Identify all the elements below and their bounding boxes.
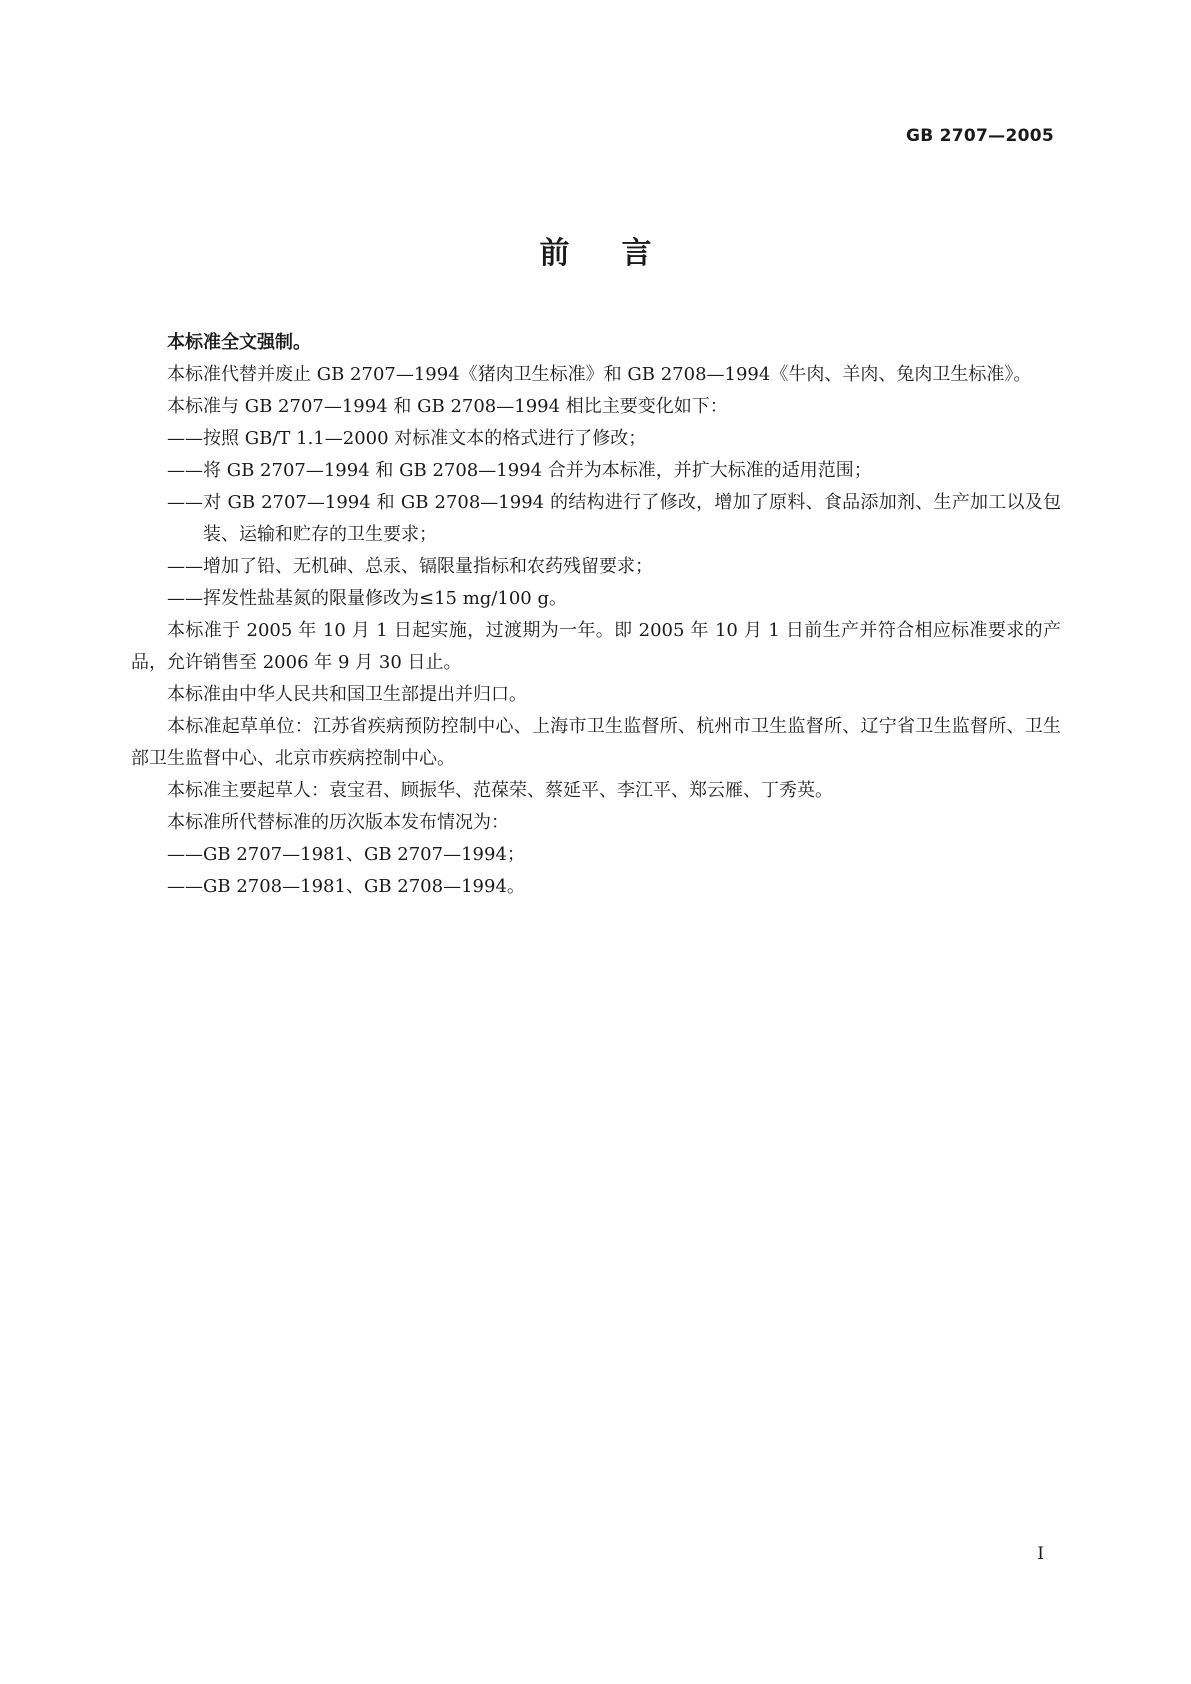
paragraph-changes-intro: 本标准与 GB 2707—1994 和 GB 2708—1994 相比主要变化如下：	[167, 396, 728, 417]
change-item: ——对 GB 2707—1994 和 GB 2708—1994 的结构进行了修改，增加了原料、食品添加剂、生产加工以及包装、运输和贮存的卫生要求；	[167, 492, 1061, 545]
history-item: ——GB 2708—1981、GB 2708—1994。	[167, 876, 525, 897]
paragraph-effective-date: 本标准于 2005 年 10 月 1 日起实施，过渡期为一年。即 2005 年 10 月 1 日前生产并符合相应标准要求的产品，允许销售至 2006 年 9 月 30 日止。	[131, 620, 1061, 673]
change-item: ——挥发性盐基氮的限量修改为≤15 mg/100 g。	[167, 588, 567, 609]
page-number: I	[1037, 1544, 1044, 1564]
paragraph-drafters: 本标准主要起草人：袁宝君、顾振华、范葆荣、蔡延平、李江平、郑云雁、丁秀英。	[167, 780, 833, 801]
paragraph-drafting-units: 本标准起草单位：江苏省疾病预防控制中心、上海市卫生监督所、杭州市卫生监督所、辽宁省卫生监督所、卫生部卫生监督中心、北京市疾病控制中心。	[131, 716, 1061, 769]
paragraph-replaces: 本标准代替并废止 GB 2707—1994《猪肉卫生标准》和 GB 2708—1994《牛肉、羊肉、兔肉卫生标准》。	[167, 364, 1032, 385]
page-title: 前言	[539, 236, 704, 271]
foreword-body	[131, 327, 1061, 903]
history-item: ——GB 2707—1981、GB 2707—1994；	[167, 844, 525, 865]
standard-number: GB 2707—2005	[905, 126, 1054, 146]
paragraph-proposer: 本标准由中华人民共和国卫生部提出并归口。	[167, 684, 527, 705]
change-item: ——增加了铅、无机砷、总汞、镉限量指标和农药残留要求；	[167, 556, 653, 577]
change-item: ——将 GB 2707—1994 和 GB 2708—1994 合并为本标准，并扩大标准的适用范围；	[167, 460, 872, 481]
paragraph-mandatory: 本标准全文强制。	[167, 332, 311, 353]
change-item: ——按照 GB/T 1.1—2000 对标准文本的格式进行了修改；	[167, 428, 647, 449]
paragraph-history-intro: 本标准所代替标准的历次版本发布情况为：	[167, 812, 509, 833]
